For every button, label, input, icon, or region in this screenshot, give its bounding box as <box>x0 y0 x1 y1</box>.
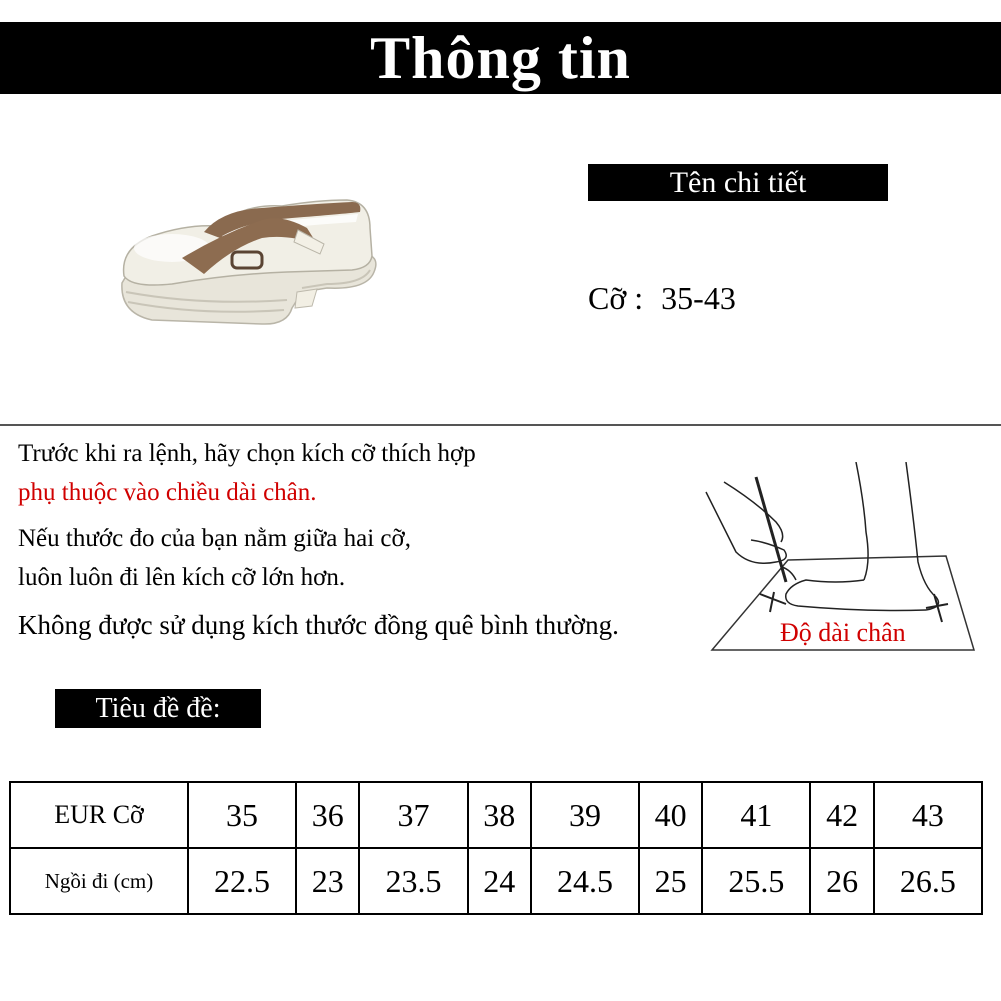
instruction-line-3: Nếu thước đo của bạn nằm giữa hai cỡ, <box>18 525 411 552</box>
detail-label: Tên chi tiết <box>588 164 888 201</box>
section-divider <box>0 424 1001 426</box>
page-title: Thông tin <box>370 24 631 91</box>
shoe-image <box>112 188 382 328</box>
table-cell: 37 <box>359 782 467 848</box>
title-bar <box>0 22 1001 94</box>
instruction-line-5: Không được sử dụng kích thước đồng quê bình thường. <box>18 610 619 640</box>
table-cell: 24.5 <box>531 848 639 914</box>
instruction-line-4: luôn luôn đi lên kích cỡ lớn hơn. <box>18 564 346 591</box>
foot-length-label: Độ dài chân <box>780 618 906 647</box>
row-header-length: Ngồi đi (cm) <box>10 848 188 914</box>
table-row <box>10 782 982 848</box>
table-cell: 40 <box>639 782 702 848</box>
table-cell: 26 <box>810 848 873 914</box>
size-chart-header: Tiêu đề đề: <box>55 689 261 728</box>
table-cell: 43 <box>874 782 982 848</box>
table-cell: 24 <box>468 848 531 914</box>
table-cell: 25.5 <box>702 848 810 914</box>
table-cell: 42 <box>810 782 873 848</box>
table-cell: 22.5 <box>188 848 296 914</box>
table-cell: 25 <box>639 848 702 914</box>
table-cell: 35 <box>188 782 296 848</box>
table-cell: 38 <box>468 782 531 848</box>
table-cell: 23.5 <box>359 848 467 914</box>
table-cell: 36 <box>296 782 359 848</box>
instruction-line-1: Trước khi ra lệnh, hãy chọn kích cỡ thích hợp <box>18 440 476 467</box>
table-cell: 26.5 <box>874 848 982 914</box>
size-range-value: 35-43 <box>661 280 736 316</box>
table-row <box>10 848 982 914</box>
table-cell: 39 <box>531 782 639 848</box>
size-range-line <box>588 280 736 317</box>
row-header-eur: EUR Cỡ <box>10 782 188 848</box>
size-chart-table <box>9 781 983 915</box>
table-cell: 41 <box>702 782 810 848</box>
size-label: Cỡ : <box>588 280 644 316</box>
table-cell: 23 <box>296 848 359 914</box>
instruction-line-2: phụ thuộc vào chiều dài chân. <box>18 479 317 506</box>
